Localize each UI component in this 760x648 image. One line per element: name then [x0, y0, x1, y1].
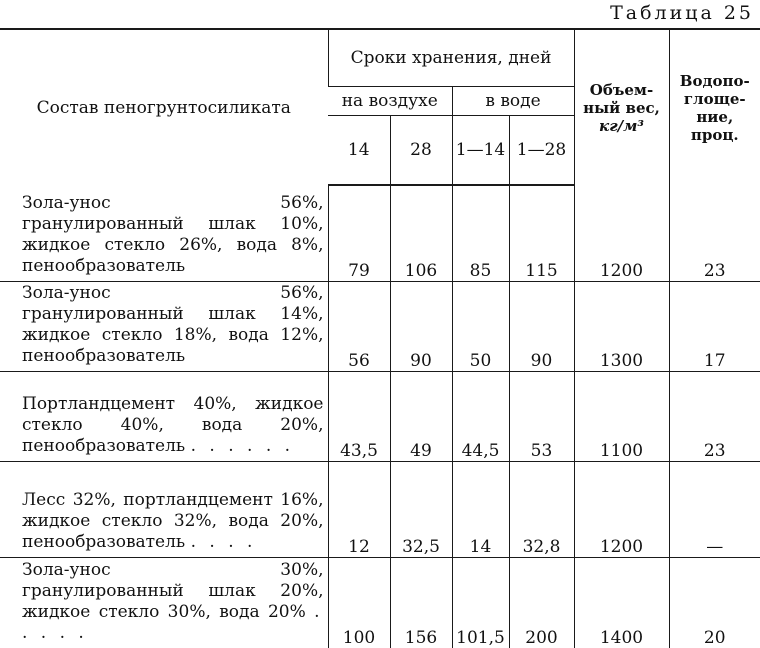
- water-absorption-cell: 20: [669, 557, 760, 648]
- leader-dots: . . . . . .: [190, 435, 295, 456]
- header-volume-weight-line1: Объем-: [589, 80, 654, 99]
- air-14-cell: 79: [328, 185, 390, 281]
- table-caption: Таблица 25: [610, 2, 754, 24]
- water-1-28-cell: 90: [509, 281, 574, 371]
- header-water-absorption-line4: проц.: [690, 125, 739, 144]
- composition-text: Лесс 32%, портландцемент 16%, жидкое стекло 32%, вода 20%, пенообразователь: [22, 489, 324, 552]
- table-row: [0, 461, 760, 557]
- air-14-cell: 12: [328, 461, 390, 557]
- leader-dots: . . . .: [190, 531, 257, 552]
- air-14-cell: 43,5: [328, 371, 390, 461]
- header-air-14: 14: [328, 116, 390, 186]
- composition-text: Портландцемент 40%, жидкое стекло 40%, вода 20%, пенообразователь: [22, 393, 324, 456]
- header-water-1-28: 1—28: [509, 116, 574, 186]
- header-volume-weight-line2: ный вес,: [583, 98, 660, 117]
- water-1-28-cell: 32,8: [509, 461, 574, 557]
- water-1-14-cell: 44,5: [452, 371, 509, 461]
- water-absorption-cell: —: [669, 461, 760, 557]
- header-water-absorption-line3: ние,: [696, 107, 734, 126]
- water-1-14-cell: 85: [452, 185, 509, 281]
- air-28-cell: 106: [390, 185, 452, 281]
- air-14-cell: 100: [328, 557, 390, 648]
- volume-weight-cell: 1300: [574, 281, 669, 371]
- air-28-cell: 156: [390, 557, 452, 648]
- composition-cell: [0, 461, 328, 557]
- composition-cell: [0, 185, 328, 281]
- water-1-14-cell: 50: [452, 281, 509, 371]
- water-1-14-cell: 101,5: [452, 557, 509, 648]
- table-row: [0, 557, 760, 648]
- header-water-absorption-line2: глоще-: [683, 89, 746, 108]
- water-1-28-cell: 115: [509, 185, 574, 281]
- composition-text: Зола-унос 56%, гранулированный шлак 10%, жидкое стекло 26%, вода 8%, пенообразователь: [22, 192, 324, 276]
- water-1-28-cell: 53: [509, 371, 574, 461]
- composition-text: Зола-унос 56%, гранулированный шлак 14%, жидкое стекло 18%, вода 12%, пенообразователь: [22, 282, 324, 366]
- table-row: [0, 185, 760, 281]
- header-in-air: на воздухе: [328, 87, 452, 116]
- water-absorption-cell: 23: [669, 185, 760, 281]
- header-in-water: в воде: [452, 87, 574, 116]
- table-row: [0, 371, 760, 461]
- air-28-cell: 32,5: [390, 461, 452, 557]
- header-air-28: 28: [390, 116, 452, 186]
- header-volume-weight: [574, 29, 669, 185]
- header-volume-weight-unit: кг/м³: [599, 116, 644, 135]
- composition-cell: [0, 281, 328, 371]
- header-water-absorption: [669, 29, 760, 185]
- header-water-absorption-line1: Водопо-: [679, 71, 750, 90]
- air-28-cell: 90: [390, 281, 452, 371]
- water-1-14-cell: 14: [452, 461, 509, 557]
- air-28-cell: 49: [390, 371, 452, 461]
- volume-weight-cell: 1200: [574, 185, 669, 281]
- volume-weight-cell: 1400: [574, 557, 669, 648]
- header-water-1-14: 1—14: [452, 116, 509, 186]
- composition-cell: [0, 371, 328, 461]
- composition-cell: [0, 557, 328, 648]
- table-row: [0, 281, 760, 371]
- composition-text: Зола-унос 30%, гранулированный шлак 20%, жидкое стекло 30%, вода 20%: [22, 560, 324, 622]
- header-composition: Состав пеногрунтосиликата: [0, 29, 328, 185]
- header-storage-period: Сроки хранения, дней: [328, 29, 574, 87]
- table-header: [0, 29, 760, 185]
- volume-weight-cell: 1100: [574, 371, 669, 461]
- data-table: [0, 28, 760, 648]
- volume-weight-cell: 1200: [574, 461, 669, 557]
- air-14-cell: 56: [328, 281, 390, 371]
- water-absorption-cell: 17: [669, 281, 760, 371]
- water-absorption-cell: 23: [669, 371, 760, 461]
- leader-dots: . . . . .: [22, 602, 324, 643]
- water-1-28-cell: 200: [509, 557, 574, 648]
